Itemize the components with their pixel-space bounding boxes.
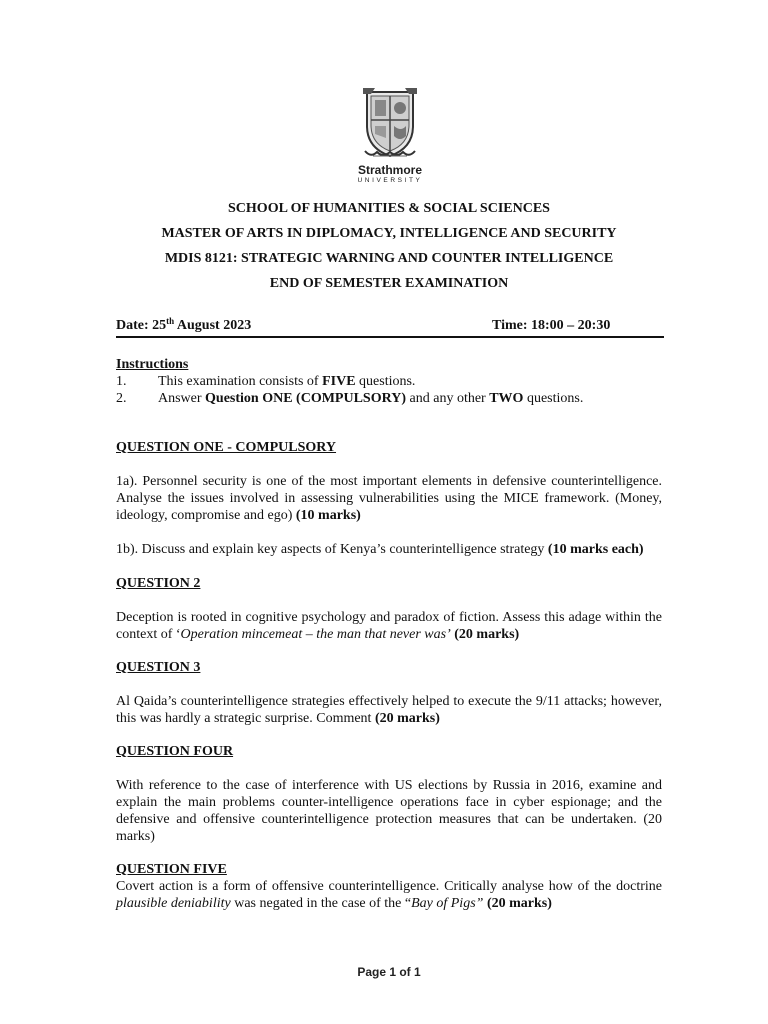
instructions-title: Instructions bbox=[116, 357, 189, 372]
logo-wordmark: Strathmore bbox=[357, 163, 422, 177]
exam-title: END OF SEMESTER EXAMINATION bbox=[269, 276, 509, 291]
exam-date: Date: 25th August 2023 bbox=[116, 316, 252, 333]
question-3-text: Al Qaida’s counterintelligence strategies effectively helped to execute the 9/11 attacks; however, this was hardly a strategic surprise. Comment (20 marks) bbox=[116, 694, 662, 726]
question-1b: 1b). Discuss and explain key aspects of Kenya’s counterintelligence strategy (10 marks each) bbox=[116, 542, 644, 557]
university-logo bbox=[355, 88, 425, 188]
question-2-text: Deception is rooted in cognitive psychology and paradox of fiction. Assess this adage within the context of ‘Operation mincemeat – the man that never was’ (20 marks) bbox=[116, 610, 662, 642]
instruction-item: 1. This examination consists of FIVE questions. bbox=[116, 374, 416, 389]
question-four-title: QUESTION FOUR bbox=[116, 744, 234, 759]
logo-subtitle: UNIVERSITY bbox=[357, 177, 423, 184]
school-title: SCHOOL OF HUMANITIES & SOCIAL SCIENCES bbox=[228, 201, 550, 216]
question-4-text: With reference to the case of interference with US elections by Russia in 2016, examine and explain the main problems counter-intelligence operations face in cyber espionage; and the defensive and offensive counterintelligence protection measures that can be undertaken. (20 marks) bbox=[116, 778, 662, 844]
page-number: Page 1 of 1 bbox=[357, 965, 421, 979]
question-two-title: QUESTION 2 bbox=[116, 576, 201, 591]
date-time-line bbox=[116, 317, 664, 338]
exam-heading bbox=[0, 200, 768, 300]
question-1a: 1a). Personnel security is one of the most important elements in defensive counterintelligence. Analyse the issues involved in assessing vulnerabilities using the MICE framework. (Money, ideology, compromise and ego) (10 marks) bbox=[116, 474, 662, 523]
question-5-text: Covert action is a form of offensive counterintelligence. Critically analyse how of the doctrine plausible deniability was negated in the case of the “Bay of Pigs” (20 marks) bbox=[116, 879, 662, 911]
question-three-title: QUESTION 3 bbox=[116, 660, 201, 675]
question-one-title: QUESTION ONE - COMPULSORY bbox=[116, 440, 337, 455]
programme-title: MASTER OF ARTS IN DIPLOMACY, INTELLIGENCE AND SECURITY bbox=[161, 226, 617, 241]
scroll-banner-icon bbox=[363, 148, 417, 160]
instructions-section bbox=[116, 356, 662, 407]
question-five-title: QUESTION FIVE bbox=[116, 862, 227, 877]
instruction-item: 2. Answer Question ONE (COMPULSORY) and any other TWO questions. bbox=[116, 391, 584, 406]
course-title: MDIS 8121: STRATEGIC WARNING AND COUNTER INTELLIGENCE bbox=[164, 251, 614, 266]
exam-time: Time: 18:00 – 20:30 bbox=[492, 318, 611, 333]
